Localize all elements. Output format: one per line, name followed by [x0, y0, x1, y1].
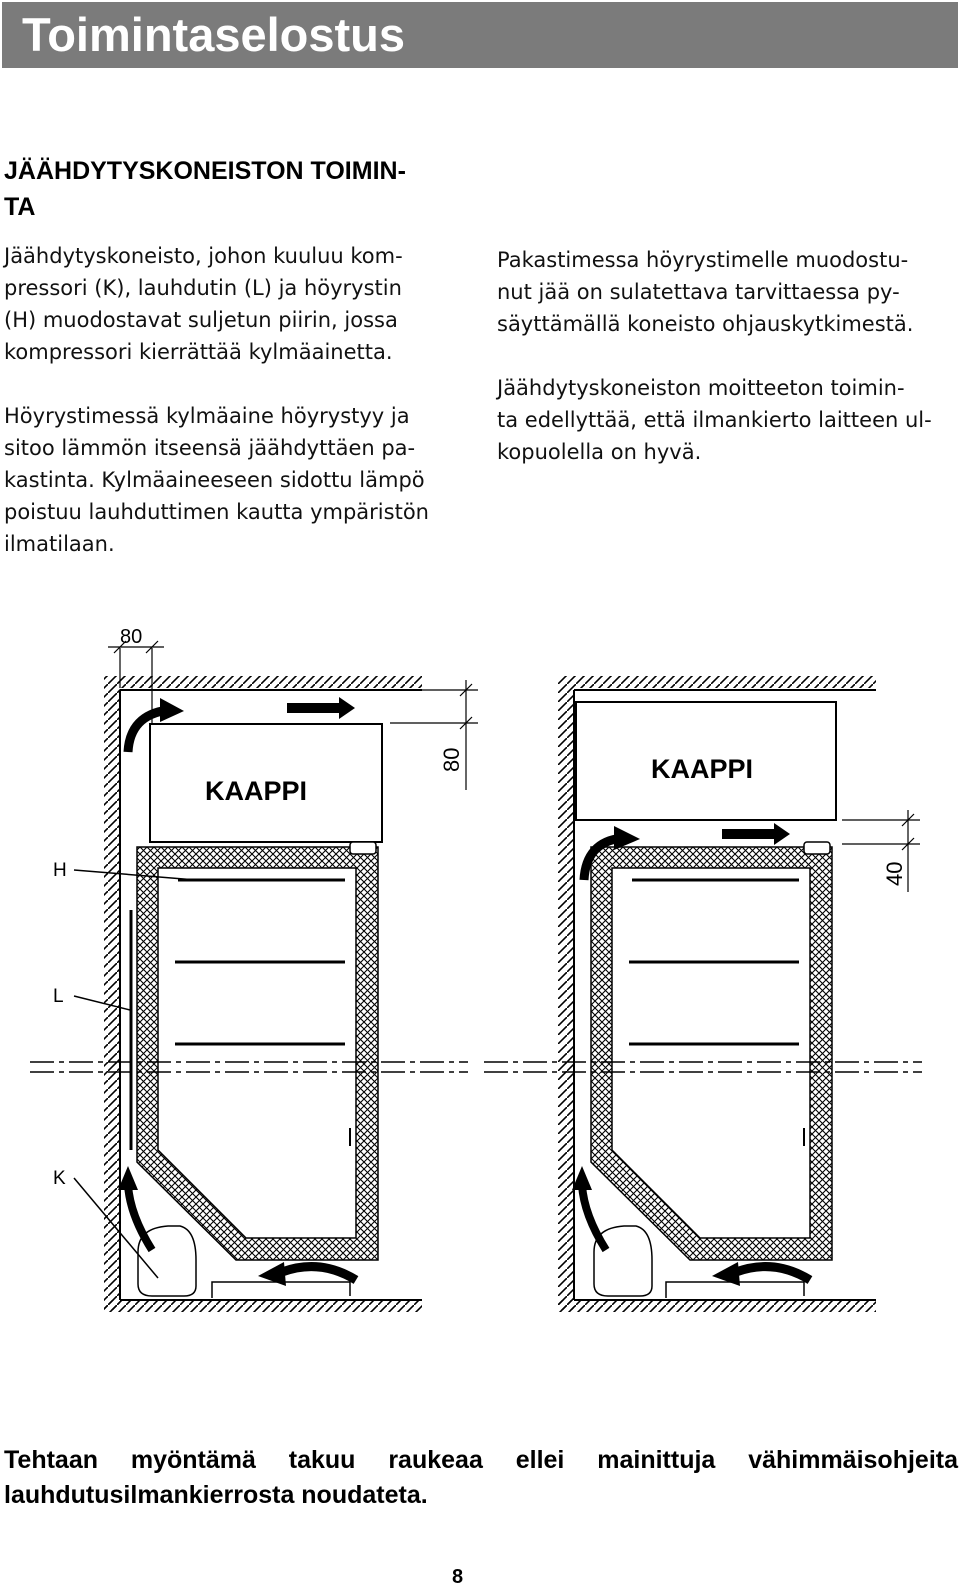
installation-diagram [0, 620, 960, 1340]
label-h: H [53, 860, 67, 881]
right-installation-figure [484, 676, 922, 1312]
right-floor-hatch [558, 1300, 876, 1312]
header-bar [2, 2, 958, 68]
section-heading: JÄÄHDYTYSKONEISTON TOIMIN- TA [4, 157, 406, 221]
left-floor-hatch [104, 1300, 422, 1312]
paragraph-4: Jäähdytyskoneiston moitteeton toimin- ta edellyttää, että ilmankierto laitteen ul- kopuolella on hyvä. [497, 376, 932, 464]
right-cabinet-label: KAAPPI [651, 754, 754, 784]
warranty-note [4, 1443, 958, 1513]
label-l: L [53, 986, 64, 1007]
right-ceiling-hatch [558, 676, 876, 688]
label-k: K [53, 1168, 66, 1189]
right-dim-side: 40 [882, 861, 907, 886]
left-dim-side: 80 [439, 747, 464, 772]
left-dim-top: 80 [120, 626, 143, 648]
page-title: Toimintaselostus [22, 8, 406, 61]
page-number: 8 [452, 1566, 464, 1588]
paragraph-2: Höyrystimessä kylmäaine höyrystyy ja sitoo lämmön itseensä jäähdyttäen pa- kastinta. Kylmäaineeseen sidottu lämpö poistuu lauhduttimen kautta ympäristön ilmatilaan. [4, 404, 429, 556]
paragraph-3: Pakastimessa höyrystimelle muodostu- nut jää on sulatettava tarvittaessa py- säyttämällä koneisto ohjauskytkimestä. [497, 248, 914, 336]
left-cabinet-label: KAAPPI [205, 776, 308, 806]
warranty-note-line-1: Tehtaan myöntämä takuu raukeaa ellei mainittuja vähimmäisohjeita [4, 1446, 958, 1474]
left-installation-figure [30, 626, 478, 1312]
warranty-note-line-2: lauhdutusilmankierrosta noudateta. [4, 1481, 428, 1509]
right-wall-hatch [558, 688, 574, 1310]
paragraph-1: Jäähdytyskoneisto, johon kuuluu kom- pressori (K), lauhdutin (L) ja höyrystin (H) muodostavat suljetun piirin, jossa kompressori kierrättää kylmäainetta. [4, 244, 403, 364]
